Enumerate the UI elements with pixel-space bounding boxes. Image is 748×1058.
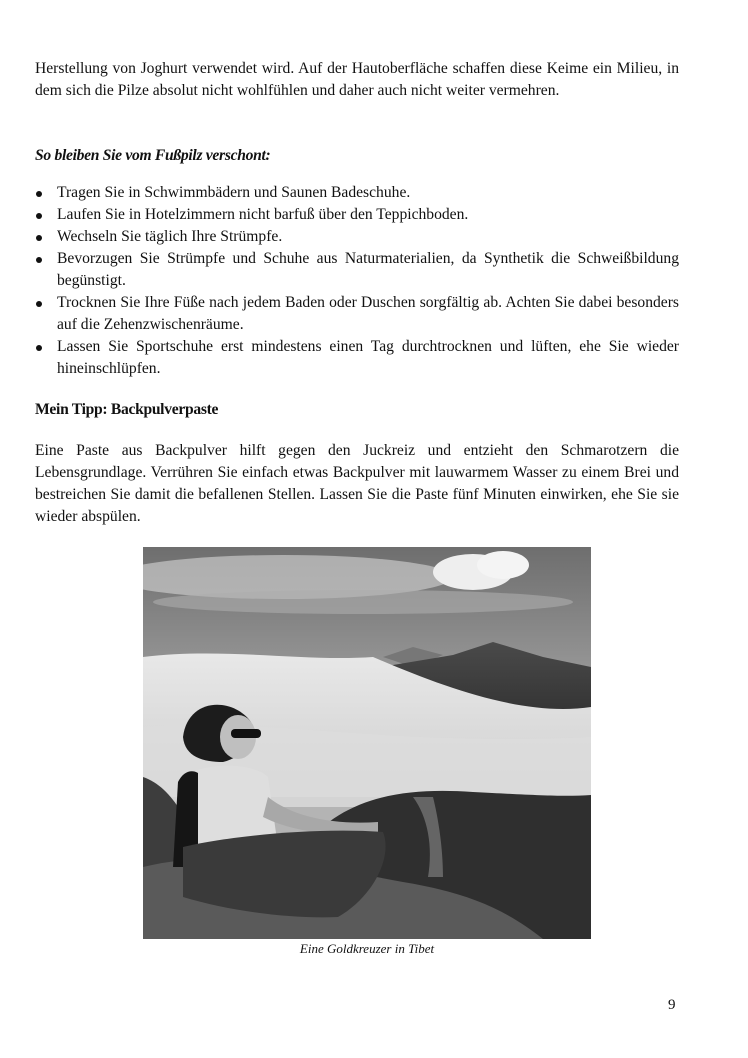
list-item-text: Tragen Sie in Schwimmbädern und Saunen Badeschuhe. <box>57 184 411 201</box>
cloud <box>153 590 573 614</box>
sunglasses-icon <box>231 729 261 738</box>
meditation-photo <box>143 547 591 939</box>
tip-heading: Mein Tipp: Backpulverpaste <box>35 401 219 418</box>
bullet-icon <box>36 191 42 197</box>
prevention-heading: So bleiben Sie vom Fußpilz verschont: <box>35 147 271 164</box>
tip-paragraph: Eine Paste aus Backpulver hilft gegen den Juckreiz und entzieht den Schmarotzern die Lebensgrundlage. Verrühren Sie einfach etwas Backpulver mit lauwarmem Wasser zu einem Brei und bestreichen Sie damit die befallenen Stellen. Lassen Sie die Paste fünf Minuten einwirken, ehe Sie sie wieder abspülen. <box>35 442 679 525</box>
bullet-icon <box>36 257 42 263</box>
list-item <box>35 204 679 226</box>
cloud <box>477 551 529 579</box>
photo-illustration <box>143 547 591 939</box>
bullet-icon <box>36 345 42 351</box>
intro-paragraph: Herstellung von Joghurt verwendet wird. Auf der Hautoberfläche schaffen diese Keime ein Milieu, in dem sich die Pilze absolut nicht wohlfühlen und daher auch nicht weiter vermehren. <box>35 60 679 99</box>
list-item-text: Bevorzugen Sie Strümpfe und Schuhe aus Naturmaterialien, da Synthetik die Schweißbildung begünstigt. <box>57 250 679 289</box>
list-item <box>35 248 679 292</box>
list-item <box>35 226 679 248</box>
trousers <box>183 831 386 918</box>
list-item-text: Laufen Sie in Hotelzimmern nicht barfuß über den Teppichboden. <box>57 206 469 223</box>
list-item <box>35 292 679 336</box>
list-item-text: Trocknen Sie Ihre Füße nach jedem Baden oder Duschen sorgfältig ab. Achten Sie dabei besonders auf die Zehenzwischenräume. <box>57 294 679 333</box>
bullet-icon <box>36 213 42 219</box>
list-item-text: Wechseln Sie täglich Ihre Strümpfe. <box>57 228 283 245</box>
list-item <box>35 336 679 380</box>
list-item <box>35 182 679 204</box>
bullet-icon <box>36 235 42 241</box>
list-item-text: Lassen Sie Sportschuhe erst mindestens einen Tag durchtrocknen und lüften, ehe Sie wieder hineinschlüpfen. <box>57 338 679 377</box>
bullet-icon <box>36 301 42 307</box>
prevention-tips-list <box>35 182 679 380</box>
page-number: 9 <box>668 997 676 1013</box>
photo-caption: Eine Goldkreuzer in Tibet <box>299 941 435 956</box>
